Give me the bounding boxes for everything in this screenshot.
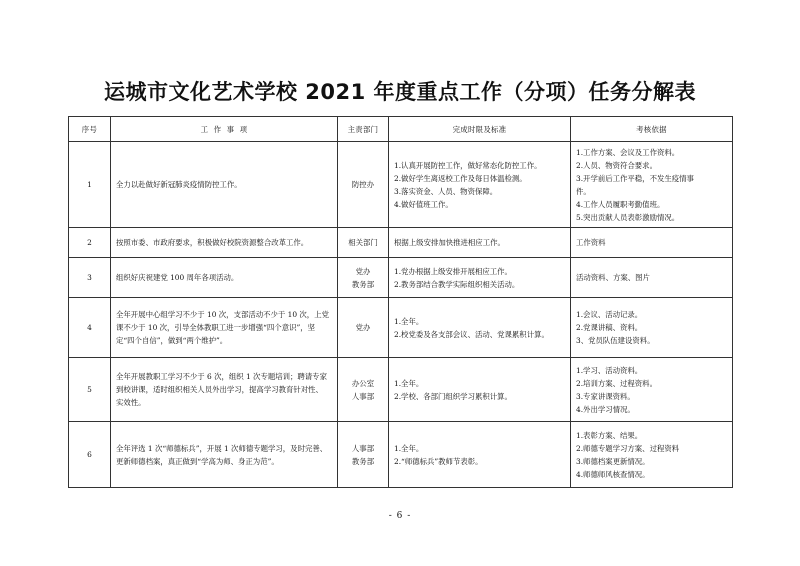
task-text: 全年开展教职工学习不少于 6 次，组织 1 次专题培训；聘请专家到校讲课，适时组织相关人员外出学习，提高学习教育针对性、实效性。 <box>116 372 327 407</box>
header-standard: 完成时限及标准 <box>389 117 571 142</box>
basis-line: 2.培训方案、过程资料。 <box>576 378 657 388</box>
basis-line: 活动资料、方案、图片 <box>576 273 650 282</box>
basis-line: 1.表彰方案、结果。 <box>576 430 643 440</box>
basis-line: 1.会议、活动记录。 <box>576 310 643 319</box>
dept-cell <box>338 142 389 228</box>
row-number: 6 <box>69 422 111 488</box>
header-dept: 主责部门 <box>338 117 389 142</box>
task-cell <box>111 228 338 258</box>
basis-line: 1.工作方案、会议及工作资料。 <box>576 147 680 157</box>
dept-line: 教务部 <box>351 279 375 289</box>
basis-line: 2.师德专题学习方案、过程资料 <box>576 443 680 453</box>
task-text: 全年评选 1 次“师德标兵”，开展 1 次师德专题学习，及时完善、更新师德档案，真正做到“学高为师、身正为范”。 <box>116 443 328 466</box>
standard-line: 4.做好值班工作。 <box>394 199 453 209</box>
task-cell <box>111 298 338 358</box>
table-row <box>69 228 733 258</box>
basis-cell <box>571 358 733 422</box>
row-number: 3 <box>69 258 111 298</box>
header-no: 序号 <box>69 117 111 142</box>
dept-line: 办公室 <box>351 378 375 388</box>
task-text: 全力以赴做好新冠肺炎疫情防控工作。 <box>116 180 242 189</box>
basis-line: 工作资料 <box>576 238 606 247</box>
dept-cell <box>338 298 389 358</box>
standard-cell <box>389 258 571 298</box>
dept-cell <box>338 422 389 488</box>
dept-line: 人事部 <box>351 443 375 453</box>
task-cell <box>111 358 338 422</box>
basis-line: 4.外出学习情况。 <box>576 404 635 414</box>
standard-cell <box>389 298 571 358</box>
standard-cell <box>389 358 571 422</box>
table-row <box>69 258 733 298</box>
basis-line: 3、党员队伍建设资料。 <box>576 336 655 345</box>
standard-line: 1.党办根据上级安排开展相应工作。 <box>394 266 512 276</box>
basis-line: 2.人员、物资符合要求。 <box>576 160 657 170</box>
dept-line: 人事部 <box>351 391 375 401</box>
basis-cell <box>571 258 733 298</box>
standard-line: 1.全年。 <box>394 443 424 453</box>
basis-line: 3.师德档案更新情况。 <box>576 456 650 466</box>
dept-line: 防控办 <box>351 180 375 189</box>
basis-line: 4.师德师风核查情况。 <box>576 469 650 479</box>
basis-cell <box>571 422 733 488</box>
standard-cell <box>389 228 571 258</box>
standard-line: 1.全年。 <box>394 316 424 326</box>
task-cell <box>111 422 338 488</box>
task-text: 全年开展中心组学习不少于 10 次，支部活动不少于 10 次，上党课不少于 10 次，引导全体教职工进一步增强“四个意识”，坚定“四个自信”，做到“两个维护”。 <box>116 310 329 345</box>
document-title: 运城市文化艺术学校 2021 年度重点工作（分项）任务分解表 <box>103 80 697 104</box>
row-number: 5 <box>69 358 111 422</box>
row-number: 4 <box>69 298 111 358</box>
standard-line: 2.做好学生离返校工作及每日体温检测。 <box>394 173 527 183</box>
table-row <box>69 422 733 488</box>
dept-line: 党办 <box>355 266 371 276</box>
table-row <box>69 142 733 228</box>
standard-line: 根据上级安排加快推进相应工作。 <box>394 238 505 247</box>
task-breakdown-table <box>68 116 733 488</box>
header-basis: 考核依据 <box>571 117 733 142</box>
standard-cell <box>389 422 571 488</box>
dept-cell <box>338 358 389 422</box>
task-text: 组织好庆祝建党 100 周年各项活动。 <box>116 273 239 282</box>
table-row <box>69 298 733 358</box>
page-number: - 6 - <box>388 511 412 521</box>
basis-cell <box>571 142 733 228</box>
basis-line: 2.党课讲稿、资料。 <box>576 323 643 332</box>
row-number: 2 <box>69 228 111 258</box>
task-cell <box>111 258 338 298</box>
row-number: 1 <box>69 142 111 228</box>
standard-line: 2.“师德标兵”教师节表彰。 <box>394 456 483 466</box>
standard-line: 1.认真开展防控工作，做好常态化防控工作。 <box>394 160 542 170</box>
dept-line: 党办 <box>355 323 371 332</box>
standard-line: 2.学校、各部门组织学习累积计算。 <box>394 391 512 401</box>
dept-line: 相关部门 <box>348 238 378 247</box>
dept-cell <box>338 258 389 298</box>
table-row <box>69 358 733 422</box>
dept-line: 教务部 <box>351 456 375 466</box>
standard-cell <box>389 142 571 228</box>
basis-line: 5.突出贡献人员表彰激励情况。 <box>576 212 680 222</box>
basis-line: 件。 <box>576 186 591 196</box>
task-text: 按照市委、市政府要求，积极做好校院资源整合改革工作。 <box>116 238 309 247</box>
dept-cell <box>338 228 389 258</box>
standard-line: 2.教务部结合教学实际组织相关活动。 <box>394 279 520 289</box>
basis-line: 3.专家讲课资料。 <box>576 391 635 401</box>
basis-line: 1.学习、活动资料。 <box>576 365 643 375</box>
table-header-row <box>69 117 733 142</box>
basis-line: 4.工作人员履职考勤值班。 <box>576 199 665 209</box>
standard-line: 1.全年。 <box>394 378 424 388</box>
task-cell <box>111 142 338 228</box>
standard-line: 3.落实资金、人员、物资保障。 <box>394 186 498 196</box>
basis-cell <box>571 298 733 358</box>
header-task: 工 作 事 项 <box>111 117 338 142</box>
basis-line: 3.开学前后工作平稳，不发生疫情事 <box>576 173 694 183</box>
standard-line: 2.校党委及各支部会议、活动、党课累积计算。 <box>394 329 549 339</box>
basis-cell <box>571 228 733 258</box>
